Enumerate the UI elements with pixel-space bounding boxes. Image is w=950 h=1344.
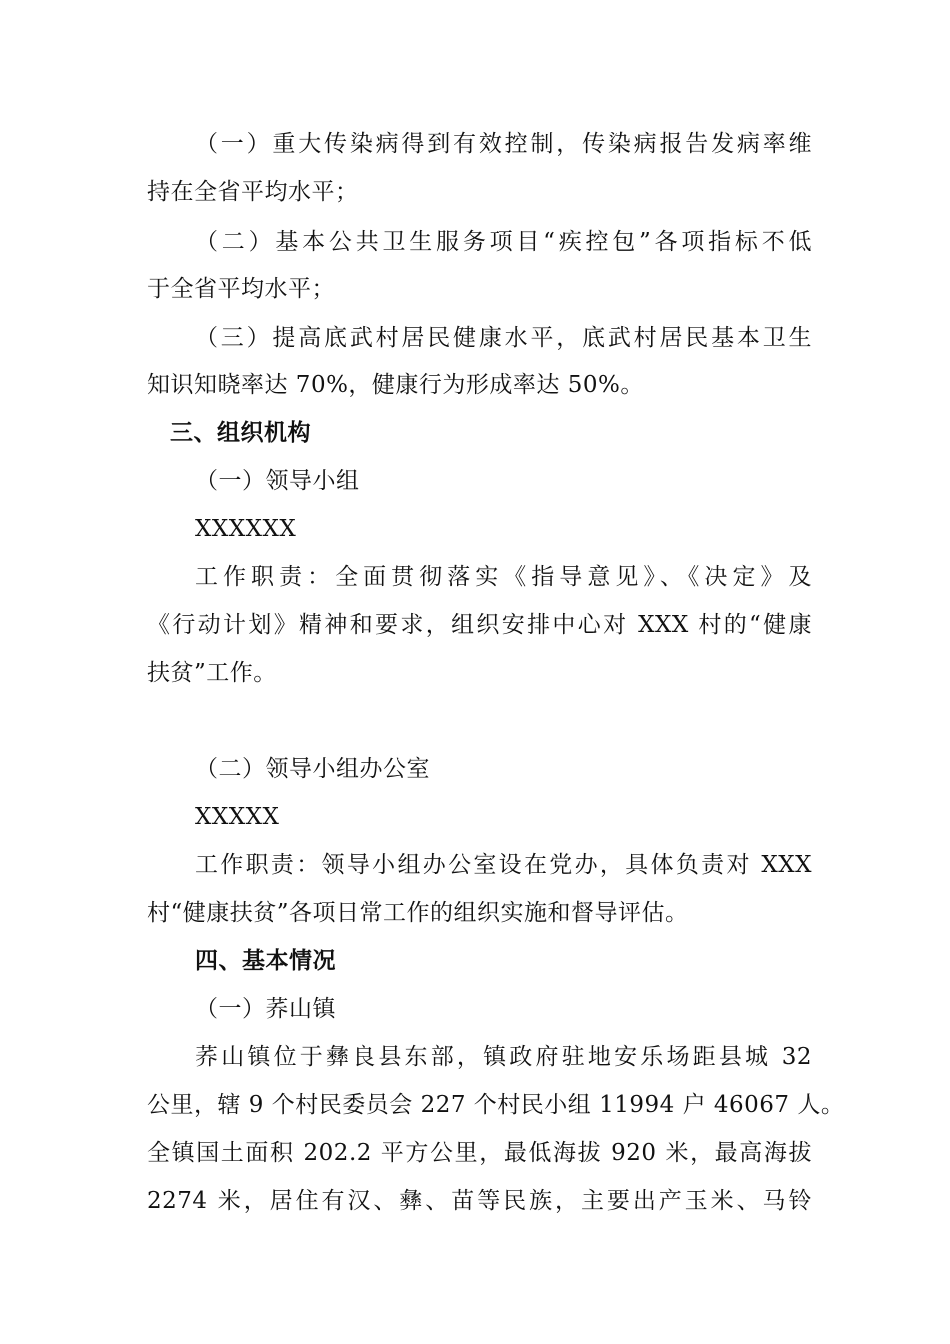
office-duty-line-1: 工作职责：领导小组办公室设在党办，具体负责对 XXX xyxy=(195,852,812,878)
qiaoshan-intro-line-2: 公里，辖 9 个村民委员会 227 个村民小组 11994 户 46067 人。 xyxy=(147,1092,845,1118)
goal-1-line-1: （一）重大传染病得到有效控制，传染病报告发病率维 xyxy=(195,131,812,157)
qiaoshan-intro-line-1: 荞山镇位于彝良县东部，镇政府驻地安乐场距县城 32 xyxy=(195,1044,812,1070)
office-duty-line-2: 村“健康扶贫”各项日常工作的组织实施和督导评估。 xyxy=(147,900,689,926)
qiaoshan-intro-line-3: 全镇国土面积 202.2 平方公里，最低海拔 920 米，最高海拔 xyxy=(147,1140,812,1166)
section-3-heading: 三、组织机构 xyxy=(170,419,311,446)
goal-3-line-1: （三）提高底武村居民健康水平，底武村居民基本卫生 xyxy=(195,325,812,351)
subsection-leadership-office: （二）领导小组办公室 xyxy=(195,756,430,782)
goal-3-line-2: 知识知晓率达 70%，健康行为形成率达 50%。 xyxy=(147,372,644,398)
leadership-duty-line-3: 扶贫”工作。 xyxy=(147,660,277,686)
section-4-heading: 四、基本情况 xyxy=(195,947,336,974)
goal-1-line-2: 持在全省平均水平； xyxy=(147,179,359,205)
goal-2-line-2: 于全省平均水平； xyxy=(147,276,335,302)
subsection-leadership-group: （一）领导小组 xyxy=(195,468,360,494)
leadership-duty-line-1: 工作职责：全面贯彻落实《指导意见》、《决定》及 xyxy=(195,564,812,590)
leadership-duty-line-2: 《行动计划》精神和要求，组织安排中心对 XXX 村的“健康 xyxy=(147,612,812,638)
goal-2-line-1: （二）基本公共卫生服务项目“疾控包”各项指标不低 xyxy=(195,229,812,255)
qiaoshan-intro-line-4: 2274 米，居住有汉、彝、苗等民族，主要出产玉米、马铃 xyxy=(147,1188,812,1214)
subsection-qiaoshan-town: （一）荞山镇 xyxy=(195,996,336,1022)
leadership-group-members: XXXXXX xyxy=(195,516,297,542)
leadership-office-members: XXXXX xyxy=(195,804,280,830)
